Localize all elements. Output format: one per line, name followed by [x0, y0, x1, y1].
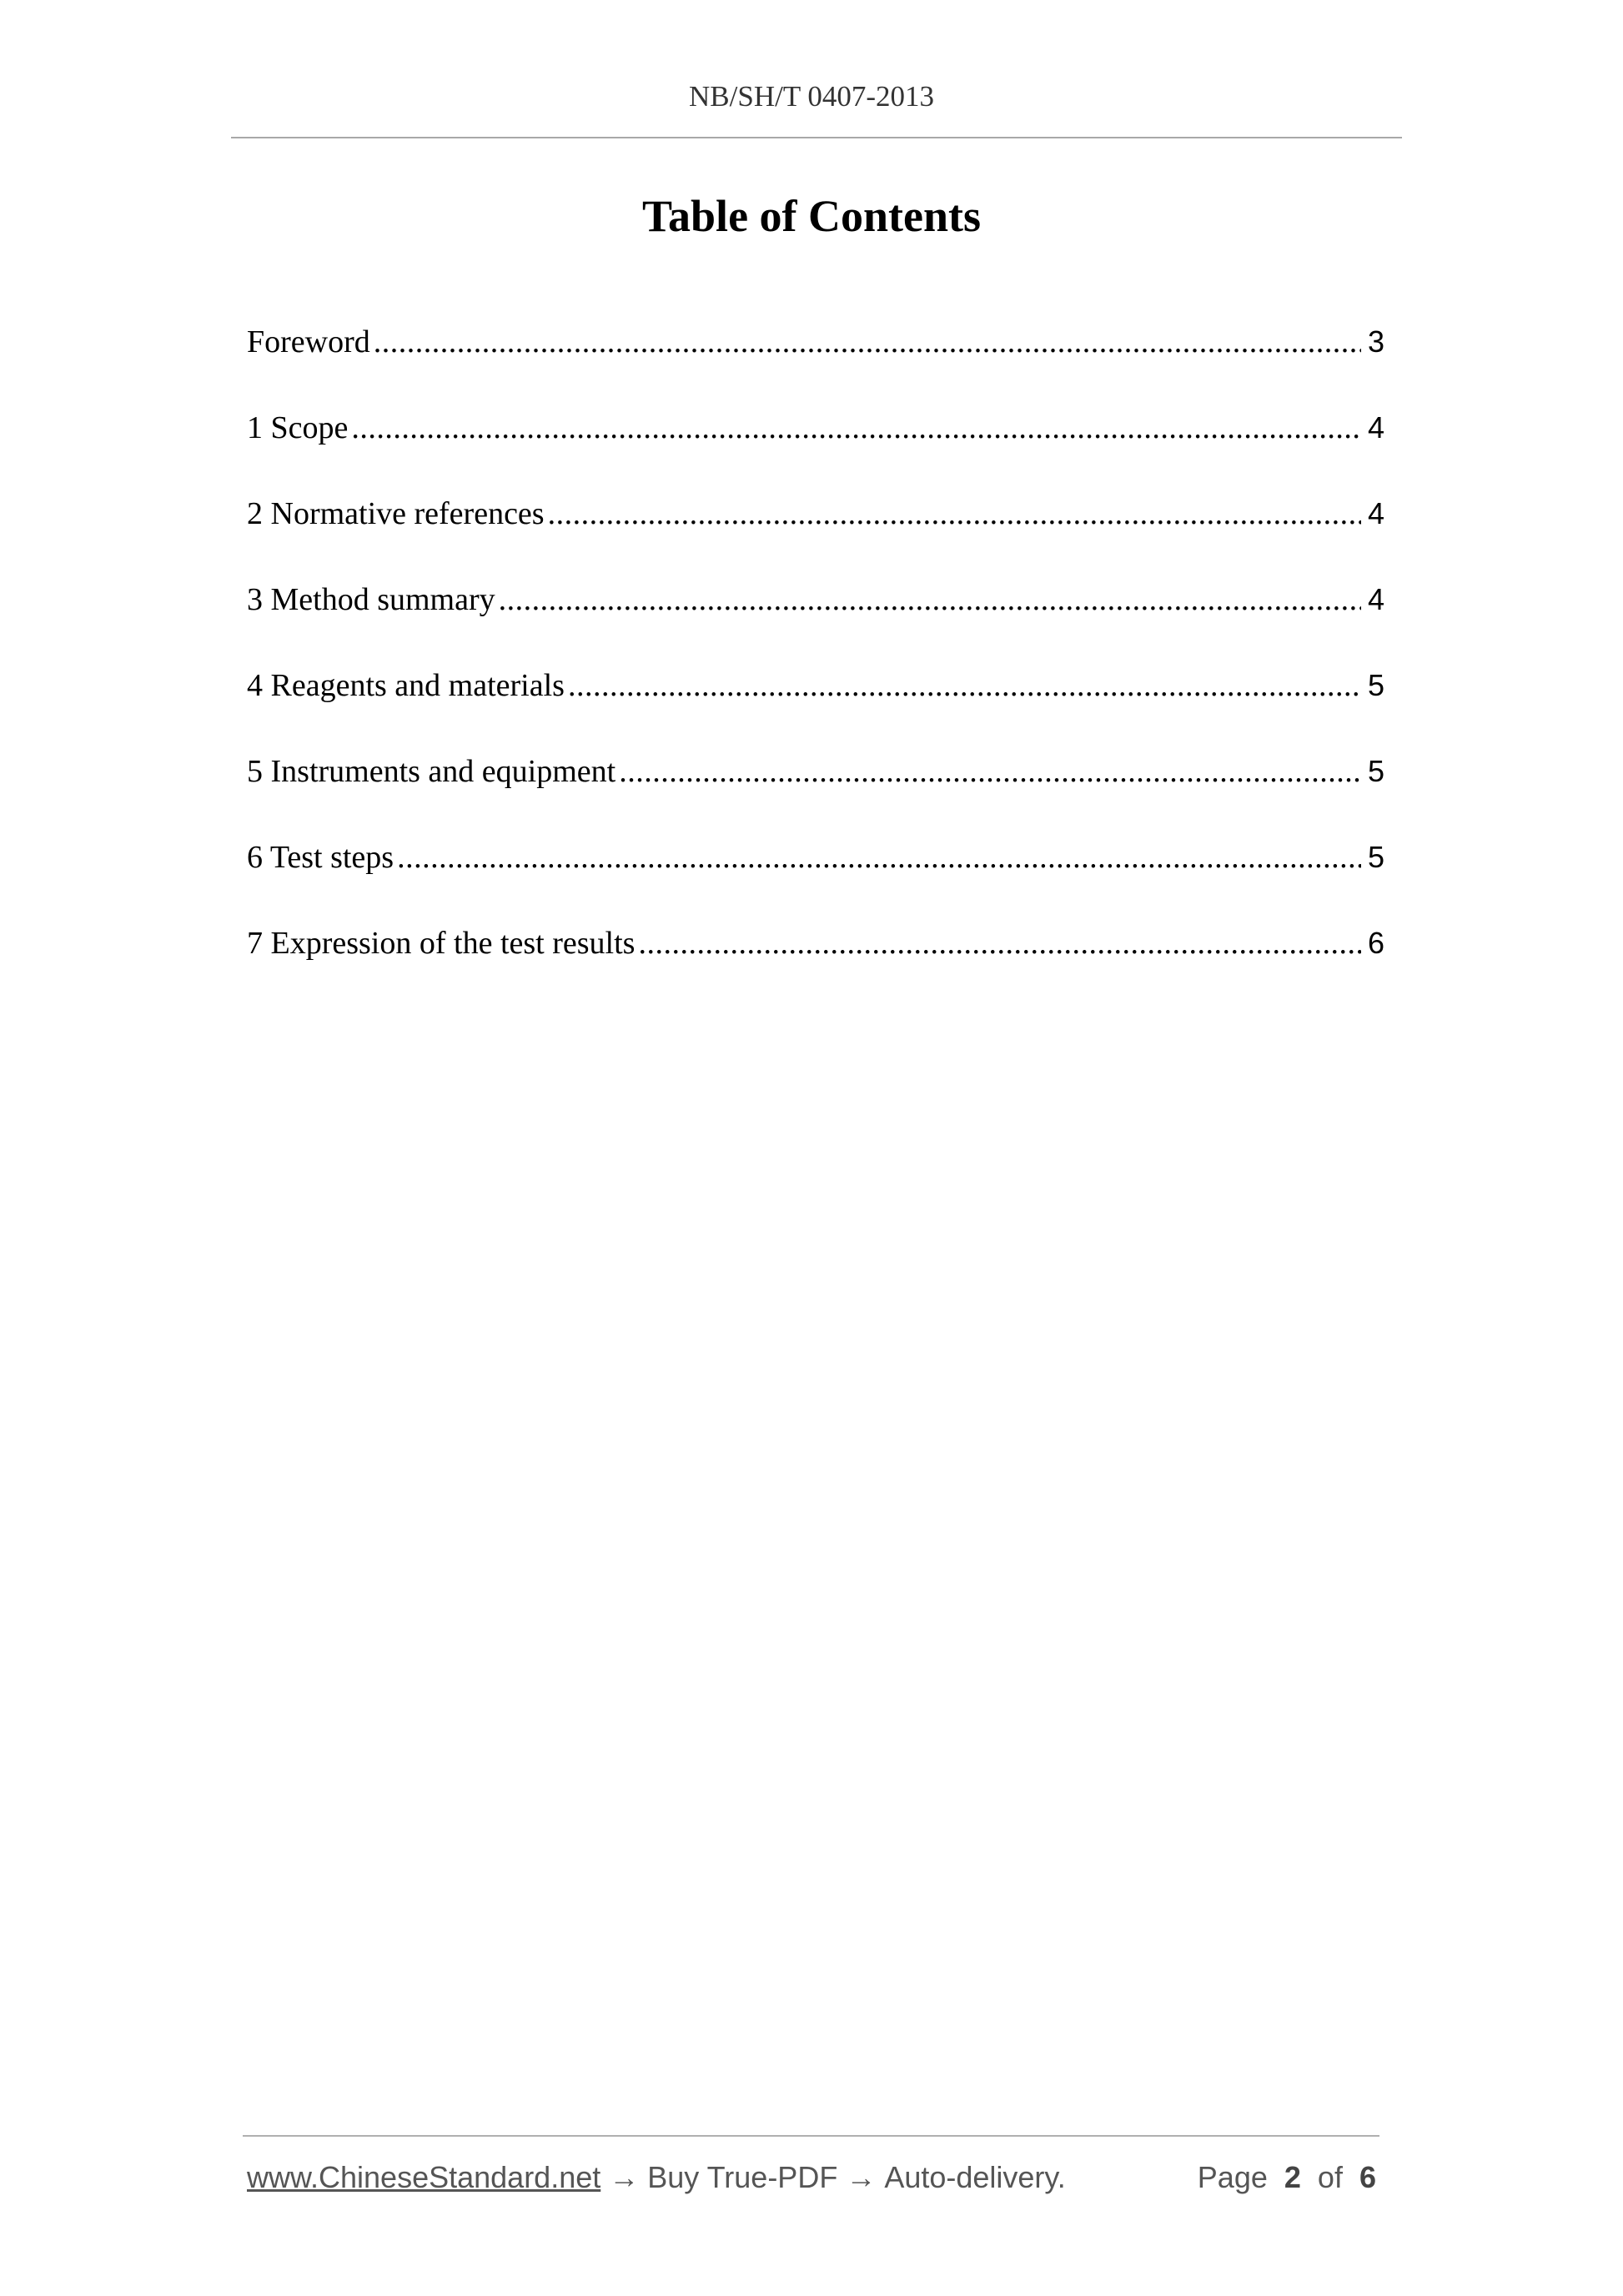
toc-entry[interactable]: [247, 753, 1384, 839]
toc-entry[interactable]: [247, 839, 1384, 925]
toc-entry[interactable]: [247, 409, 1384, 495]
toc-entry-page: 5: [1367, 840, 1384, 874]
document-code: NB/SH/T 0407-2013: [689, 80, 934, 113]
toc-entry[interactable]: [247, 925, 1384, 1011]
page-number: [1198, 2160, 1376, 2195]
toc-leader-dots: [619, 753, 1361, 790]
toc-leader-dots: [351, 409, 1361, 446]
toc-entry-page: 4: [1367, 496, 1384, 530]
page-total: 6: [1359, 2160, 1376, 2194]
toc-leader-dots: [638, 925, 1361, 962]
toc-entry-page: 3: [1367, 324, 1384, 359]
toc-entry-label: 6 Test steps: [247, 840, 394, 875]
toc-title: Table of Contents: [641, 191, 982, 241]
toc-leader-dots: [548, 495, 1361, 532]
toc-entry[interactable]: [247, 667, 1384, 753]
toc-entry-page: 4: [1367, 582, 1384, 616]
toc-entry-label: 3 Method summary: [247, 582, 495, 617]
toc-leader-dots: [374, 324, 1361, 360]
footer-divider: [243, 2135, 1379, 2137]
toc-entry[interactable]: [247, 495, 1384, 581]
header-divider: [231, 137, 1402, 138]
toc-entry-label: 1 Scope: [247, 410, 349, 445]
footer-promo: [247, 2160, 1066, 2195]
toc-entry[interactable]: [247, 324, 1384, 409]
website-link[interactable]: www.ChineseStandard.net: [247, 2160, 601, 2194]
toc-list: [247, 324, 1384, 1011]
toc-entry-page: 4: [1367, 410, 1384, 445]
page-footer: [247, 2160, 1376, 2195]
buy-text: Buy True-PDF: [647, 2160, 838, 2194]
page-current: 2: [1284, 2160, 1301, 2194]
toc-entry-label: 4 Reagents and materials: [247, 668, 565, 703]
toc-entry[interactable]: [247, 581, 1384, 667]
toc-entry-page: 5: [1367, 668, 1384, 702]
page-label: Page: [1197, 2160, 1268, 2194]
toc-entry-label: 5 Instruments and equipment: [247, 754, 616, 789]
delivery-text: Auto-delivery.: [884, 2160, 1066, 2194]
toc-leader-dots: [397, 839, 1361, 876]
toc-leader-dots: [568, 667, 1361, 704]
toc-entry-page: 6: [1367, 926, 1384, 960]
toc-entry-label: 7 Expression of the test results: [247, 926, 636, 961]
arrow-right-icon: →: [609, 2160, 640, 2194]
toc-entry-label: 2 Normative references: [247, 496, 545, 531]
toc-entry-label: Foreword: [247, 324, 370, 359]
toc-leader-dots: [499, 581, 1361, 618]
toc-entry-page: 5: [1367, 754, 1384, 788]
arrow-right-icon: →: [846, 2160, 877, 2194]
of-label: of: [1317, 2160, 1343, 2194]
